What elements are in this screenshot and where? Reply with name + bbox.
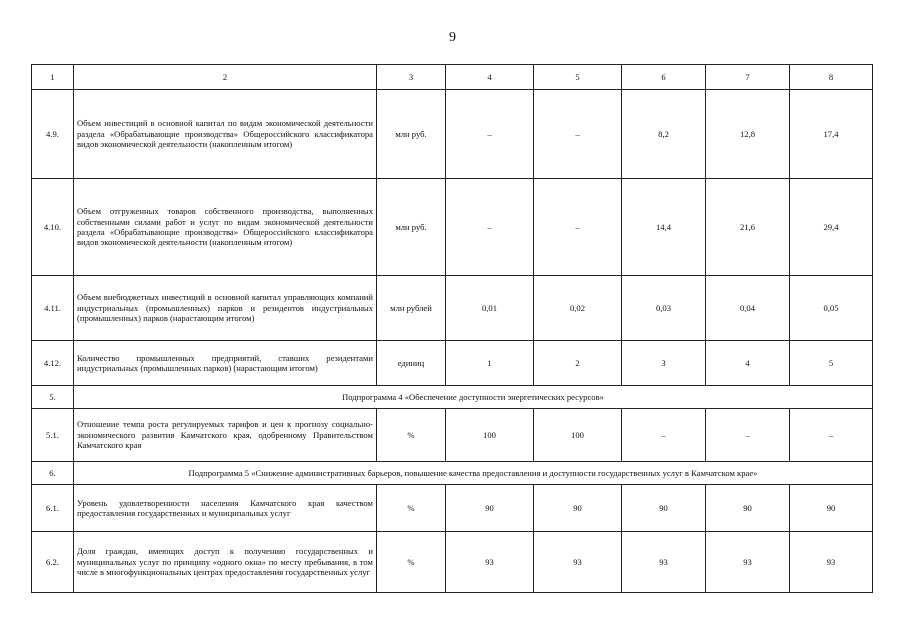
- row-number: 4.9.: [32, 90, 74, 179]
- value-cell: –: [446, 179, 534, 276]
- row-number: 6.2.: [32, 532, 74, 593]
- column-number-6: 6: [622, 65, 706, 90]
- section-title: Подпрограмма 4 «Обеспечение доступности энергетических ресурсов»: [74, 386, 873, 409]
- unit-cell: %: [377, 409, 446, 462]
- value-cell: 100: [446, 409, 534, 462]
- row-number: 6.1.: [32, 485, 74, 532]
- value-cell: 0,05: [790, 276, 873, 341]
- column-number-2: 2: [74, 65, 377, 90]
- value-cell: 93: [534, 532, 622, 593]
- value-cell: –: [446, 90, 534, 179]
- value-cell: 4: [706, 341, 790, 386]
- table-row: [32, 341, 873, 386]
- unit-cell: единиц: [377, 341, 446, 386]
- section-row: [32, 386, 873, 409]
- section-row: [32, 462, 873, 485]
- value-cell: 21,6: [706, 179, 790, 276]
- indicator-description: Объем отгруженных товаров собственного производства, выполненных собственными силами работ и услуг по видам экономической деятельности раздела «Обрабатывающие производства» Общероссийского классификатора видов экономической деятельности (накопленным итогом): [74, 179, 377, 276]
- value-cell: 29,4: [790, 179, 873, 276]
- column-number-8: 8: [790, 65, 873, 90]
- table-row: [32, 276, 873, 341]
- value-cell: 0,02: [534, 276, 622, 341]
- section-title: Подпрограмма 5 «Снижение административных барьеров, повышение качества предоставления и доступности государственных услуг в Камчатском крае»: [74, 462, 873, 485]
- value-cell: –: [534, 90, 622, 179]
- table-row: [32, 90, 873, 179]
- value-cell: 93: [706, 532, 790, 593]
- value-cell: 93: [790, 532, 873, 593]
- value-cell: 2: [534, 341, 622, 386]
- row-number: 4.11.: [32, 276, 74, 341]
- table-row: [32, 409, 873, 462]
- value-cell: 0,04: [706, 276, 790, 341]
- indicators-table: [31, 64, 873, 593]
- column-number-5: 5: [534, 65, 622, 90]
- value-cell: 90: [534, 485, 622, 532]
- value-cell: –: [706, 409, 790, 462]
- value-cell: 14,4: [622, 179, 706, 276]
- value-cell: 8,2: [622, 90, 706, 179]
- column-number-3: 3: [377, 65, 446, 90]
- value-cell: 5: [790, 341, 873, 386]
- row-number: 5.1.: [32, 409, 74, 462]
- table-header-row: [32, 65, 873, 90]
- indicator-description: Отношение темпа роста регулируемых тарифов и цен к прогнозу социально-экономического развития Камчатского края, одобренному Правительством Камчатского края: [74, 409, 377, 462]
- section-number: 5.: [32, 386, 74, 409]
- row-number: 4.12.: [32, 341, 74, 386]
- value-cell: 12,8: [706, 90, 790, 179]
- value-cell: –: [790, 409, 873, 462]
- value-cell: 1: [446, 341, 534, 386]
- column-number-1: 1: [32, 65, 74, 90]
- section-number: 6.: [32, 462, 74, 485]
- value-cell: 0,01: [446, 276, 534, 341]
- value-cell: 0,03: [622, 276, 706, 341]
- value-cell: –: [622, 409, 706, 462]
- unit-cell: %: [377, 485, 446, 532]
- value-cell: 93: [622, 532, 706, 593]
- value-cell: 100: [534, 409, 622, 462]
- value-cell: 90: [790, 485, 873, 532]
- value-cell: –: [534, 179, 622, 276]
- value-cell: 90: [622, 485, 706, 532]
- page-number: 9: [449, 30, 456, 45]
- value-cell: 90: [706, 485, 790, 532]
- value-cell: 3: [622, 341, 706, 386]
- row-number: 4.10.: [32, 179, 74, 276]
- unit-cell: млн руб.: [377, 90, 446, 179]
- unit-cell: млн руб.: [377, 179, 446, 276]
- table-row: [32, 179, 873, 276]
- value-cell: 17,4: [790, 90, 873, 179]
- indicator-description: Объем внебюджетных инвестиций в основной капитал управляющих компаний индустриальных (промышленных) парков и резидентов индустриальных (промышленных) парков (нарастающим итогом): [74, 276, 377, 341]
- unit-cell: %: [377, 532, 446, 593]
- table-row: [32, 532, 873, 593]
- indicator-description: Количество промышленных предприятий, ставших резидентами индустриальных (промышленных парков) (нарастающим итогом): [74, 341, 377, 386]
- indicator-description: Доля граждан, имеющих доступ к получению государственных и муниципальных услуг по принципу «одного окна» по месту пребывания, в том числе в многофункциональных центрах предоставления государственных услуг: [74, 532, 377, 593]
- column-number-7: 7: [706, 65, 790, 90]
- unit-cell: млн рублей: [377, 276, 446, 341]
- indicator-description: Уровень удовлетворенности населения Камчатского края качеством предоставления государственных и муниципальных услуг: [74, 485, 377, 532]
- indicator-description: Объем инвестиций в основной капитал по видам экономической деятельности раздела «Обрабатывающие производства» Общероссийского классификатора видов экономической деятельности (накопленным итогом): [74, 90, 377, 179]
- value-cell: 93: [446, 532, 534, 593]
- column-number-4: 4: [446, 65, 534, 90]
- value-cell: 90: [446, 485, 534, 532]
- table-row: [32, 485, 873, 532]
